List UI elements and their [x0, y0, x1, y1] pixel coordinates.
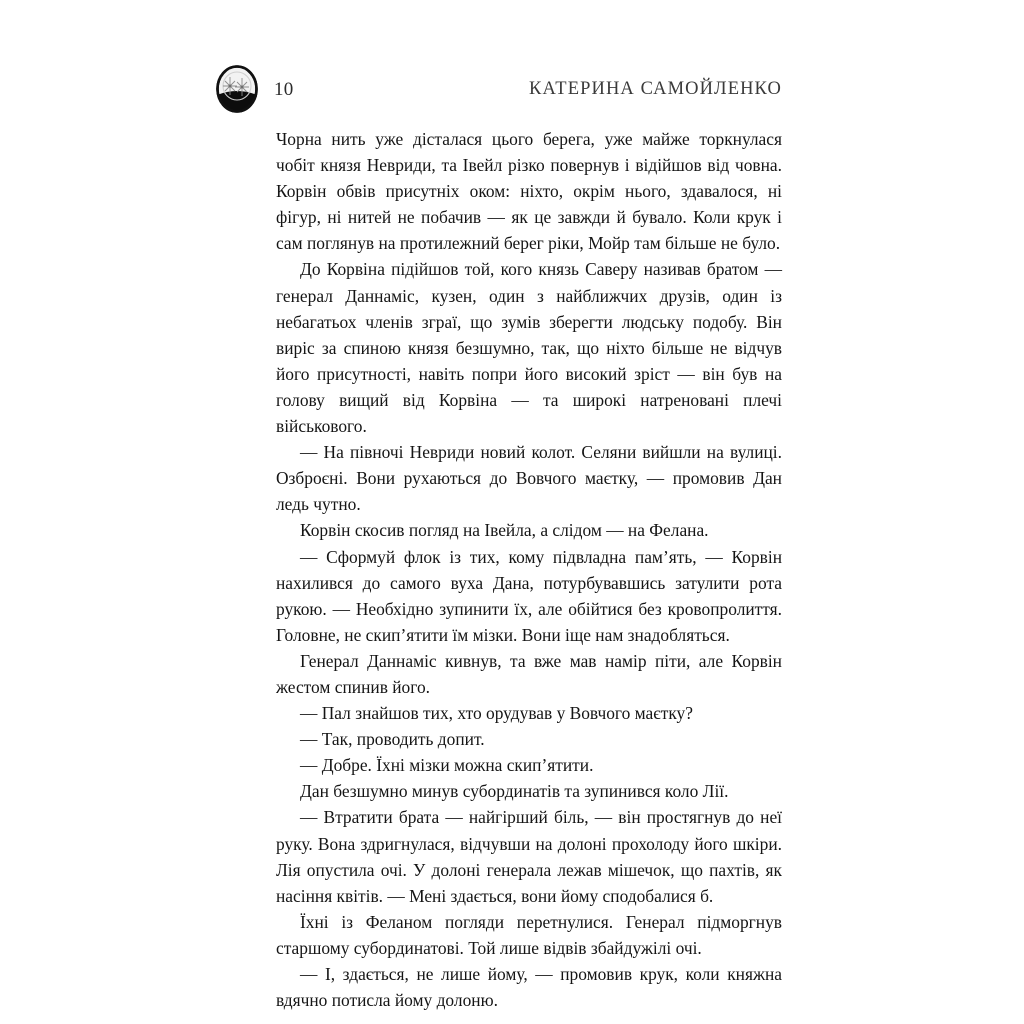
paragraph: — На півночі Невриди новий колот. Селяни вийшли на вулиці. Озброєні. Вони рухаються до Вовчого маєтку, — промовив Дан ледь чутно.	[276, 442, 782, 515]
paragraph: Чорна нить уже дісталася цього берега, уже майже торкнулася чобіт князя Невриди, та Івейл різко повернув і відійшов від човна. Корвін обвів присутніх оком: ніхто, окрім нього, здавалося, ні фігур, ні нитей не побачив — як це завжди й бувало. Коли крук і сам поглянув на протилежний берег ріки, Мойр там більше не було.	[276, 129, 782, 254]
paragraph: — Втратити брата — найгірший біль, — він простягнув до неї руку. Вона здригнулася, відчувши на долоні прохолоду його шкіри. Лія опустила очі. У долоні генерала лежав мішечок, що пахтів, як насіння квітів. — Мені здається, вони йому сподобалися б.	[276, 807, 782, 906]
page-number: 10	[274, 78, 294, 100]
paragraph: — Добре. Їхні мізки можна скип’ятити.	[300, 755, 594, 776]
paragraph: — Сформуй флок із тих, кому підвладна пам’ять, — Корвін нахилився до самого вуха Дана, потурбувавшись затулити рота рукою. — Необхідно зупинити їх, але обійтися без кровопролиття. Головне, не скип’ятити їм мізки. Вони іще нам знадобляться.	[276, 546, 782, 645]
body-text-column	[276, 126, 782, 1013]
paragraph: Генерал Даннаміс кивнув, та вже мав намір піти, але Корвін жестом спинив його.	[276, 650, 782, 697]
paragraph: — І, здається, не лише йому, — промовив крук, коли княжна вдячно потисла йому долоню.	[276, 964, 782, 1011]
paragraph: До Корвіна підійшов той, кого князь Саверу називав братом — генерал Даннаміс, кузен, один з найближчих друзів, один із небагатьох членів зграї, що зумів зберегти людську подобу. Він виріс за спиною князя безшумно, так, що ніхто більше не відчув його присутності, навіть попри його високий зріст — він був на голову вищий від Корвіна — та широкі натреновані плечі військового.	[276, 259, 782, 437]
running-title-author: КАТЕРИНА САМОЙЛЕНКО	[529, 78, 782, 99]
paragraph: — Так, проводить допит.	[300, 729, 485, 750]
paragraph: — Пал знайшов тих, хто орудував у Вовчого маєтку?	[300, 703, 693, 724]
running-header	[216, 64, 782, 114]
paragraph: Дан безшумно минув субординатів та зупинився коло Лії.	[300, 781, 729, 802]
moon-star-emblem-icon	[216, 65, 258, 113]
paragraph: Їхні із Феланом погляди перетнулися. Генерал підморгнув старшому субординатові. Той лише відвів збайдужілі очі.	[276, 911, 782, 958]
paragraph: Корвін скосив погляд на Івейла, а слідом — на Фелана.	[300, 520, 709, 541]
